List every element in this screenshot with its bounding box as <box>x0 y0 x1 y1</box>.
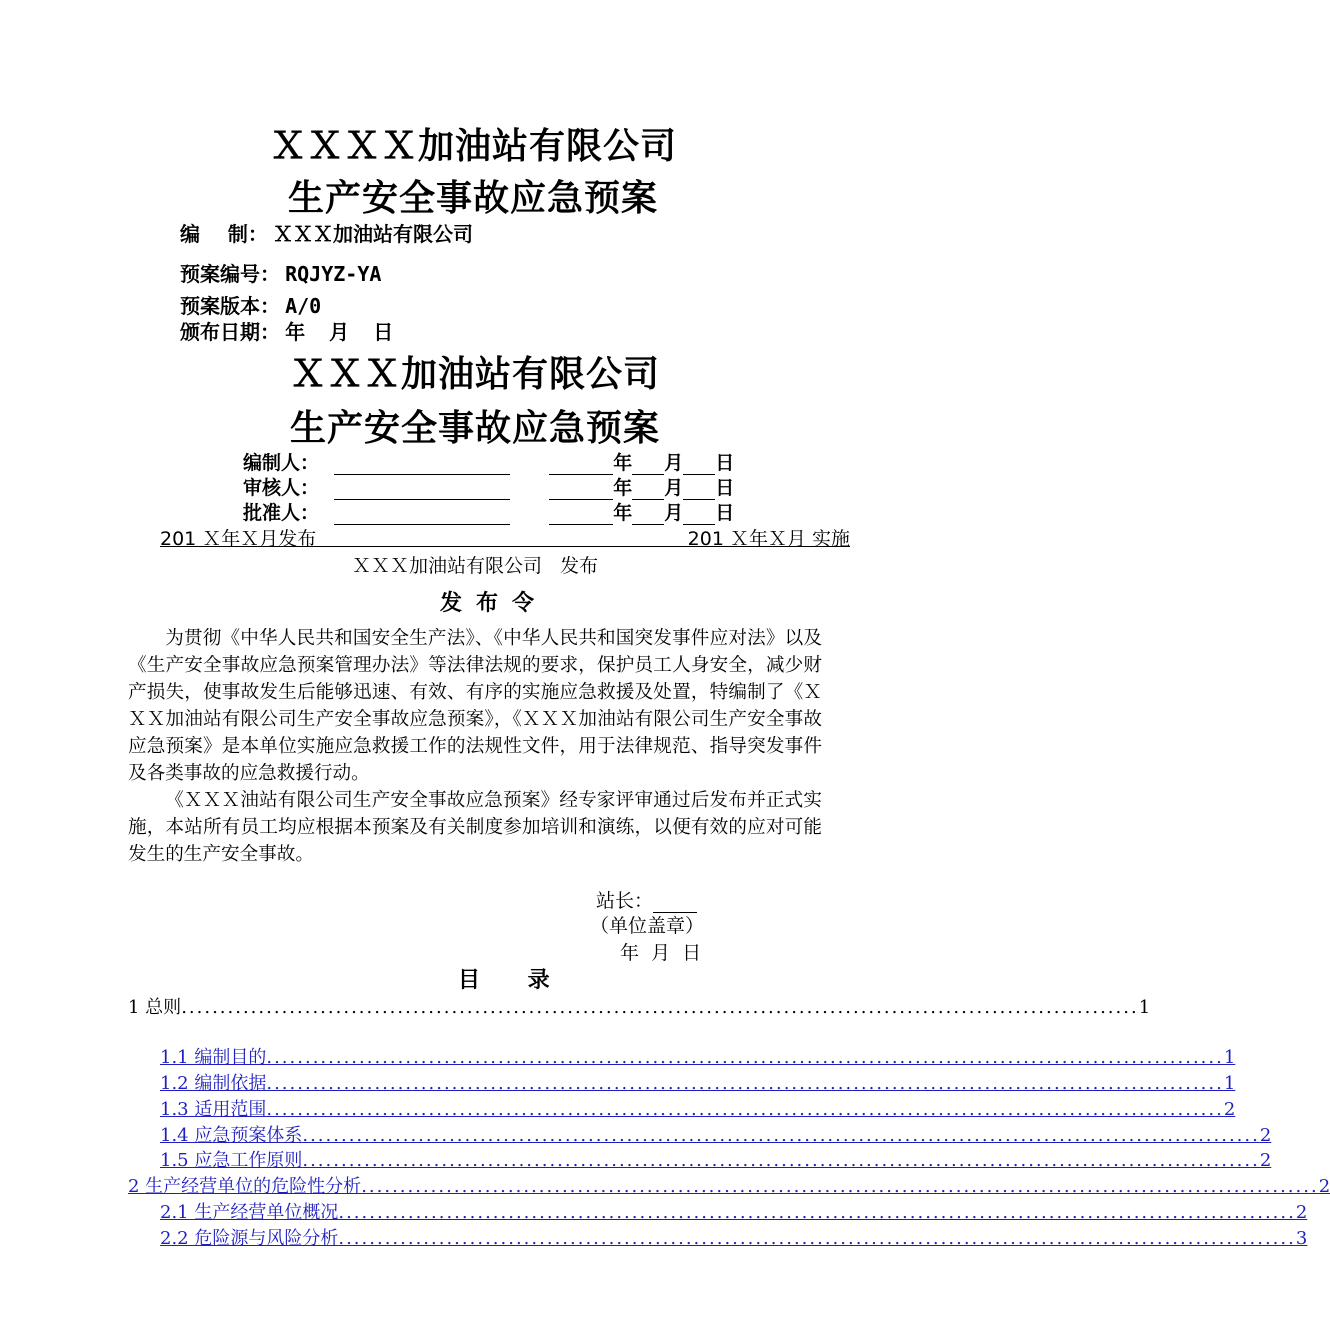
toc-entry[interactable] <box>128 1172 1330 1198</box>
toc-entry-text: 2.2 危险源与风险分析 <box>160 1228 339 1249</box>
signature-label: 编制人： <box>243 452 320 474</box>
toc-dots: ............................................................................................................................ <box>266 1073 1224 1094</box>
year-blank <box>549 506 613 525</box>
month-blank <box>632 506 664 525</box>
toc-entry-text: 1.1 编制目的 <box>160 1047 267 1068</box>
toc-dots: ............................................................................................................................ <box>338 1202 1296 1223</box>
signature-row-reviewer <box>243 473 734 500</box>
toc-entry-page: 3 <box>1295 1228 1308 1249</box>
decree-paragraph: 《ＸＸＸ油站有限公司生产安全事故应急预案》经专家评审通过后发布并正式实施，本站所有员工均应根据本预案及有关制度参加培训和演练，以便有效的应对可能发生的生产安全事故。 <box>128 790 822 865</box>
toc-entry-page: 2 <box>1223 1099 1236 1120</box>
toc-entry-text: 1.5 应急工作原则 <box>160 1150 303 1171</box>
decree-body <box>128 625 822 868</box>
toc-entry[interactable] <box>160 1121 1272 1147</box>
meta-value: 年 月 日 <box>285 320 394 344</box>
toc-heading: 目 录 <box>458 967 570 993</box>
meta-label: 预案编号： <box>180 262 280 286</box>
meta-label: 预案版本： <box>180 294 280 318</box>
toc-dots: ............................................................................................................................ <box>266 1099 1224 1120</box>
toc-entry-page: 1 <box>1223 1073 1236 1094</box>
toc-entry-text: 2 生产经营单位的危险性分析 <box>128 1176 362 1197</box>
station-head-label: 站长： <box>596 890 654 912</box>
toc-entry-page: 1 <box>1138 997 1151 1018</box>
signature-label: 审核人： <box>243 477 320 499</box>
meta-row-plan-number <box>180 258 381 287</box>
cover-title: ＸＸＸＸ加油站有限公司 <box>270 125 678 167</box>
second-subtitle: 生产安全事故应急预案 <box>290 407 661 449</box>
toc-entry-text: 1.2 编制依据 <box>160 1073 267 1094</box>
toc-entry-text: 1.4 应急预案体系 <box>160 1125 303 1146</box>
toc-entry-page: 2 <box>1259 1150 1272 1171</box>
meta-value: ＸＸＸ加油站有限公司 <box>272 222 473 246</box>
signature-row-compiler <box>243 448 734 475</box>
meta-row-compiler <box>180 218 473 247</box>
meta-value: RQJYZ-YA <box>285 262 382 286</box>
decree-heading: 发布令 <box>440 590 549 616</box>
day-label: 日 <box>715 477 735 499</box>
toc-entry[interactable] <box>160 1043 1236 1069</box>
day-label: 日 <box>715 502 735 524</box>
meta-row-release-date <box>180 316 393 345</box>
toc-entry-page: 1 <box>1223 1047 1236 1068</box>
toc-entry[interactable] <box>160 1198 1308 1224</box>
signature-blank <box>334 506 510 525</box>
toc-entry-text: 1 总则 <box>128 997 182 1018</box>
year-label: 年 <box>613 477 633 499</box>
year-label: 年 <box>613 502 633 524</box>
toc-entry-page: 2 <box>1295 1202 1308 1223</box>
signature-label: 批准人： <box>243 502 320 524</box>
decree-paragraph: 为贯彻《中华人民共和国安全生产法》、《中华人民共和国突发事件应对法》以及《生产安全事故应急预案管理办法》等法律法规的要求，保护员工人身安全，减少财产损失，使事故发生后能够迅速、有效、有序的实施应急救援及处置，特编制了《ＸＸＸ加油站有限公司生产安全事故应急预案》，《ＸＸＸ加油站有限公司生产安全事故应急预案》是本单位实施应急救援工作的法规性文件，用于法律规范、指导突发事件及各类事故的应急救援行动。 <box>128 628 822 784</box>
toc-entry-text: 2.1 生产经营单位概况 <box>160 1202 339 1223</box>
toc-entry[interactable] <box>128 993 1151 1019</box>
signature-row-approver <box>243 498 734 525</box>
toc-entry[interactable] <box>160 1146 1272 1172</box>
toc-dots: ............................................................................................................................ <box>181 997 1139 1018</box>
toc-entry-page: 2 <box>1318 1176 1330 1197</box>
cover-subtitle: 生产安全事故应急预案 <box>288 177 659 219</box>
meta-value: A/0 <box>285 294 322 318</box>
decree-date: 年 月 日 <box>620 942 702 964</box>
toc-entry[interactable] <box>160 1069 1236 1095</box>
toc-dots: ............................................................................................................................ <box>266 1047 1224 1068</box>
seal-note: （单位盖章） <box>590 915 705 937</box>
toc-entry-page: 2 <box>1259 1125 1272 1146</box>
meta-label: 颁布日期： <box>180 320 280 344</box>
toc-entry[interactable] <box>160 1224 1308 1250</box>
toc-dots: ............................................................................................................................ <box>338 1228 1296 1249</box>
day-label: 日 <box>715 452 735 474</box>
second-title: ＸＸＸ加油站有限公司 <box>290 353 661 395</box>
toc-dots: ............................................................................................................................ <box>302 1125 1260 1146</box>
publish-date: 201 Ｘ年Ｘ月发布 <box>160 528 317 550</box>
toc-entry[interactable] <box>160 1095 1236 1121</box>
toc-dots: ............................................................................................................................ <box>361 1176 1319 1197</box>
month-label: 月 <box>664 502 684 524</box>
meta-row-plan-version <box>180 290 321 319</box>
month-label: 月 <box>664 452 684 474</box>
toc-dots: ............................................................................................................................ <box>302 1150 1260 1171</box>
year-label: 年 <box>613 452 633 474</box>
publish-row <box>160 524 850 550</box>
month-label: 月 <box>664 477 684 499</box>
day-blank <box>683 506 715 525</box>
meta-label: 编 制： <box>180 222 268 246</box>
toc-entry-text: 1.3 适用范围 <box>160 1099 267 1120</box>
station-head <box>596 886 697 913</box>
publisher: ＸＸＸ加油站有限公司 发布 <box>352 555 599 577</box>
implement-date: 201 Ｘ年Ｘ月 实施 <box>687 528 850 550</box>
